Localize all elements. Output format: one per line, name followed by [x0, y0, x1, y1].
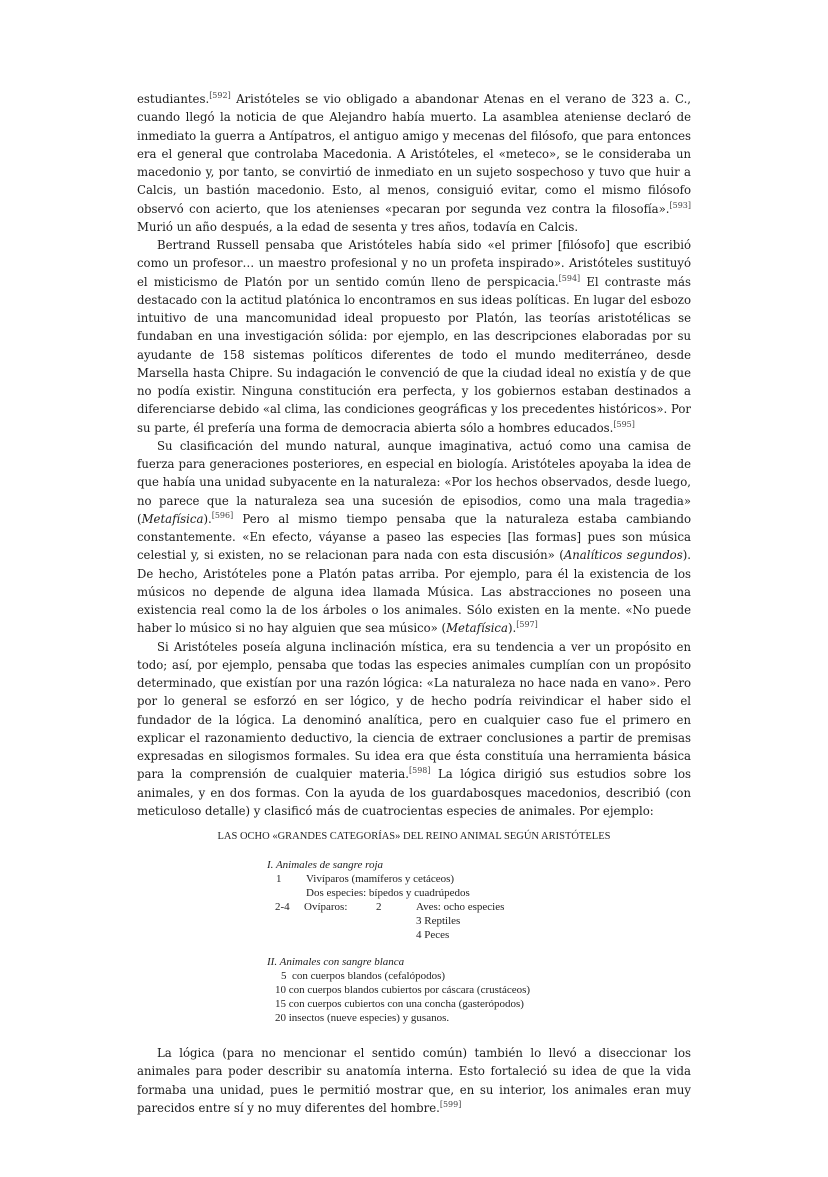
section-1-label: I. Animales de sangre roja — [267, 859, 383, 871]
row-text: 3 Reptiles — [416, 915, 461, 927]
row-text: 10 con cuerpos blandos cubiertos por cáscara (crustáceos) — [275, 984, 531, 996]
text-run: Pero al mismo tiempo pensaba que la naturaleza estaba cambiando constantemente. «En efecto, váyanse a paseo las especies [las formas] pues son música celestial y, si existen, no se relacionan para nada con esta discusión» ( — [137, 511, 691, 563]
row-number: 2 — [376, 901, 382, 913]
row-number: 2-4 — [275, 901, 290, 913]
row-text: Ovíparos: — [304, 901, 348, 913]
row-text: 15 con cuerpos cubiertos con una concha (gasterópodos) — [275, 998, 524, 1010]
footnote-ref[interactable]: [597] — [516, 620, 538, 630]
text-run: La lógica dirigió sus estudios sobre los animales, y en dos formas. Con la ayuda de los guardabosques macedonios, describió (con meticuloso detalle) y clasificó más de cuatrocientas especies de animales. Por ejemplo: — [137, 767, 692, 818]
paragraph — [137, 1044, 691, 1117]
footnote-ref[interactable]: [594] — [558, 273, 581, 283]
text-run: ). De hecho, Aristóteles pone a Platón patas arriba. Por ejemplo, para él la existencia de los músicos no depende de alguna idea llamada Música. Las abstracciones no poseen una existencia real como la de los árboles o los animales. Sólo existen en la mente. «No puede haber lo músico si no hay alguien que sea músico» ( — [137, 548, 692, 636]
text-run: Murió un año después, a la edad de sesenta y tres años, todavía en Calcis. — [137, 219, 579, 234]
work-title: Analíticos segundos — [563, 548, 683, 563]
text-run: Bertrand Russell pensaba que Aristóteles había sido «el primer [filósofo] que escribió como un profesor… un maestro profesional y no un profeta inspirado». Aristóteles sustituyó el misticismo de Platón por un sentido común lleno de perspicacia. — [137, 238, 691, 289]
section-heading — [267, 858, 383, 872]
paragraph — [137, 437, 691, 638]
text-run: Su clasificación del mundo natural, aunque imaginativa, actuó como una camisa de fuerza para generaciones posteriores, en especial en biología. Aristóteles apoyaba la idea de que había una unidad subyacente en la naturaleza: «Por los hechos observados, desde luego, no parece que la naturaleza sea una sucesión de episodios, como una mala tragedia» ( — [137, 438, 691, 526]
footnote-ref[interactable]: [596] — [211, 510, 234, 520]
row-number: 1 — [276, 873, 282, 885]
row-text: Dos especies: bípedos y cuadrúpedos — [306, 887, 470, 899]
text-run: Aristóteles se vio obligado a abandonar Atenas en el verano de 323 a. C., cuando llegó la noticia de que Alejandro había muerto. La asamblea ateniense declaró de inmediato la guerra a Antípatros, el antiguo amigo y mecenas del filósofo, que para entonces era el general que controlaba Macedonia. A Aristóteles, el «meteco», se le consideraba un macedonio y, por tanto, se convirtió de inmediato en un sujeto sospechoso y tuvo que huir a Calcis, un bastión macedonio. Esto, al menos, consiguió evitar, como el mismo filósofo observó con acierto, que los atenienses «pecaran por segunda vez contra la filosofía». — [137, 92, 691, 216]
footnote-ref[interactable]: [598] — [408, 766, 431, 776]
text-run: ). — [203, 511, 212, 526]
body-text-bottom — [137, 1044, 691, 1117]
classification-table — [0, 830, 828, 1040]
work-title: Metafísica — [141, 511, 204, 526]
footnote-ref[interactable]: [599] — [439, 1099, 462, 1109]
paragraph — [137, 236, 691, 437]
row-text: 4 Peces — [416, 929, 450, 941]
text-run: Si Aristóteles poseía alguna inclinación mística, era su tendencia a ver un propósito en todo; así, por ejemplo, pensaba que todas las especies animales cumplían con un propósito determinado, que existían por una razón lógica: «La naturaleza no hace nada en vano». Pero por lo general se esforzó en ser lógico, y de hecho podría reivindicar el haber sido el fundador de la lógica. La denominó analítica, pero en cualquier caso fue el primero en explicar el razonamiento deductivo, la ciencia de extraer conclusiones a partir de premisas expresadas en silogismos formales. Su idea era que ésta constituía una herramienta básica para la comprensión de cualquier materia. — [137, 639, 691, 782]
text-run: El contraste más destacado con la actitud platónica lo encontramos en sus ideas políticas. En lugar del esbozo intuitivo de una mancomunidad ideal propuesto por Platón, las teorías aristotélicas se fundaban en una investigación sólida: por ejemplo, en las descripciones elaboradas por su ayudante de 158 sistemas políticos diferentes de todo el mundo mediterráneo, desde Marsella hasta Chipre. Su indagación le convenció de que la ciudad ideal no existía y de que no podía existir. Ninguna constitución era perfecta, y los gobiernos estaban destinados a diferenciarse debido «al clima, las condiciones geográficas y los precedentes históricos». Por su parte, él prefería una forma de democracia abierta sólo a hombres educados. — [137, 274, 692, 435]
text-run: La lógica (para no mencionar el sentido común) también lo llevó a diseccionar los animales para poder describir su anatomía interna. Esto fortaleció su idea de que la vida formaba una unidad, pues le permitió mostrar que, en su interior, los animales eran muy parecidos entre sí y no muy diferentes del hombre. — [137, 1046, 691, 1115]
footnote-ref[interactable]: [595] — [613, 419, 635, 429]
section-2-label: II. Animales con sangre blanca — [267, 956, 405, 968]
footnote-ref[interactable]: [593] — [669, 200, 691, 210]
row-text: 20 insectos (nueve especies) y gusanos. — [275, 1012, 450, 1024]
section-heading — [267, 955, 404, 969]
body-text-top — [137, 90, 691, 820]
row-text: Aves: ocho especies — [416, 901, 505, 913]
paragraph — [137, 638, 691, 821]
footnote-ref[interactable]: [592] — [209, 91, 231, 100]
row-text: Vivíparos (mamíferos y cetáceos) — [306, 873, 455, 885]
table-title: LAS OCHO «GRANDES CATEGORÍAS» DEL REINO ANIMAL SEGÚN ARISTÓTELES — [217, 831, 611, 842]
work-title: Metafísica — [446, 621, 508, 636]
paragraph — [137, 90, 691, 236]
text-run: ). — [507, 621, 517, 636]
text-run: estudiantes. — [137, 92, 210, 106]
row-text: 5 con cuerpos blandos (cefalópodos) — [281, 970, 446, 982]
